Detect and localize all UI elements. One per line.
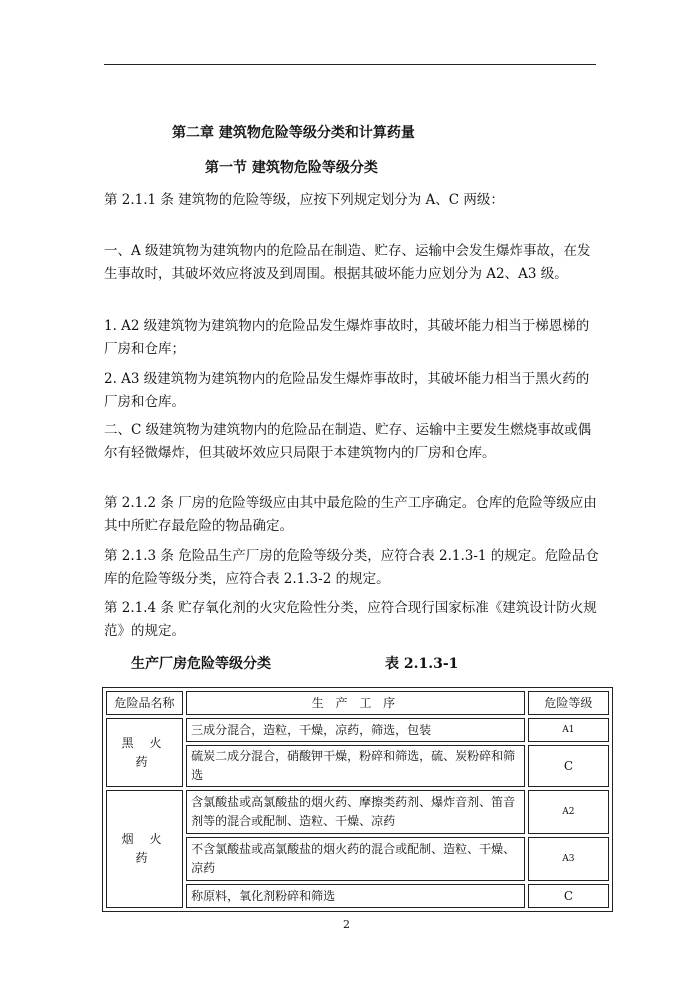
- paragraph-class-a: 一、A 级建筑物为建筑物内的危险品在制造、贮存、运输中会发生爆炸事故，在发生事故时，其破坏效应将波及到周围。根据其破坏能力应划分为 A2、A3 级。: [104, 243, 591, 282]
- chapter-title: 第二章 建筑物危险等级分类和计算药量: [172, 125, 415, 141]
- paragraph-2-1-2: 第 2.1.2 条 厂房的危险等级应由其中最危险的生产工序确定。仓库的危险等级应由其中所贮存最危险的物品确定。: [104, 495, 597, 534]
- paragraph-2-1-4: 第 2.1.4 条 贮存氧化剂的火灾危险性分类，应符合现行国家标准《建筑设计防火规范》的规定。: [104, 600, 597, 639]
- paragraph-2-1-3: 第 2.1.3 条 危险品生产厂房的危险等级分类，应符合表 2.1.3-1 的规定。危险品仓库的危险等级分类，应符合表 2.1.3-2 的规定。: [104, 548, 599, 587]
- header-name: 危险品名称: [106, 691, 183, 715]
- process-cell: 硫炭二成分混合，硝酸钾干燥，粉碎和筛选，硫、炭粉碎和筛选: [186, 745, 525, 787]
- table-title: 生产厂房危险等级分类: [131, 656, 271, 672]
- header-rule: [104, 64, 596, 65]
- process-cell: 称原料，氧化剂粉碎和筛选: [186, 884, 525, 908]
- group-name-black-powder: 黑 火 药: [106, 718, 183, 787]
- header-process: 生 产 工 序: [186, 691, 525, 715]
- grade-cell: C: [528, 884, 609, 908]
- grade-cell: C: [528, 745, 609, 787]
- hazard-class-table: [102, 687, 613, 912]
- table-row: [106, 718, 609, 742]
- paragraph-a3: 2. A3 级建筑物为建筑物内的危险品发生爆炸事故时，其破坏能力相当于黑火药的厂房和仓库。: [104, 371, 590, 410]
- paragraph-class-c: 二、C 级建筑物为建筑物内的危险品在制造、贮存、运输中主要发生燃烧事故或偶尔有轻微爆炸，但其破坏效应只局限于本建筑物内的厂房和仓库。: [104, 422, 592, 461]
- table-row: [106, 790, 609, 834]
- grade-cell: A1: [528, 718, 609, 742]
- grade-cell: A2: [528, 790, 609, 834]
- paragraph-a2: 1. A2 级建筑物为建筑物内的危险品发生爆炸事故时，其破坏能力相当于梯恩梯的厂房和仓库；: [104, 318, 590, 357]
- process-cell: 含氯酸盐或高氯酸盐的烟火药、摩擦类药剂、爆炸音剂、笛音剂等的混合或配制、造粒、干燥、凉药: [186, 790, 525, 834]
- section-title: 第一节 建筑物危险等级分类: [205, 160, 378, 176]
- process-cell: 三成分混合，造粒，干燥，凉药，筛选，包装: [186, 718, 525, 742]
- grade-cell: A3: [528, 837, 609, 881]
- group-name-pyrotechnic: 烟 火 药: [106, 790, 183, 908]
- table-number: 表 2.1.3-1: [385, 656, 459, 672]
- header-grade: 危险等级: [528, 691, 609, 715]
- process-cell: 不含氯酸盐或高氯酸盐的烟火药的混合或配制、造粒、干燥、凉药: [186, 837, 525, 881]
- page-number: 2: [343, 918, 350, 931]
- table-header-row: [106, 691, 609, 715]
- paragraph-2-1-1: 第 2.1.1 条 建筑物的危险等级，应按下列规定划分为 A、C 两级：: [104, 192, 504, 208]
